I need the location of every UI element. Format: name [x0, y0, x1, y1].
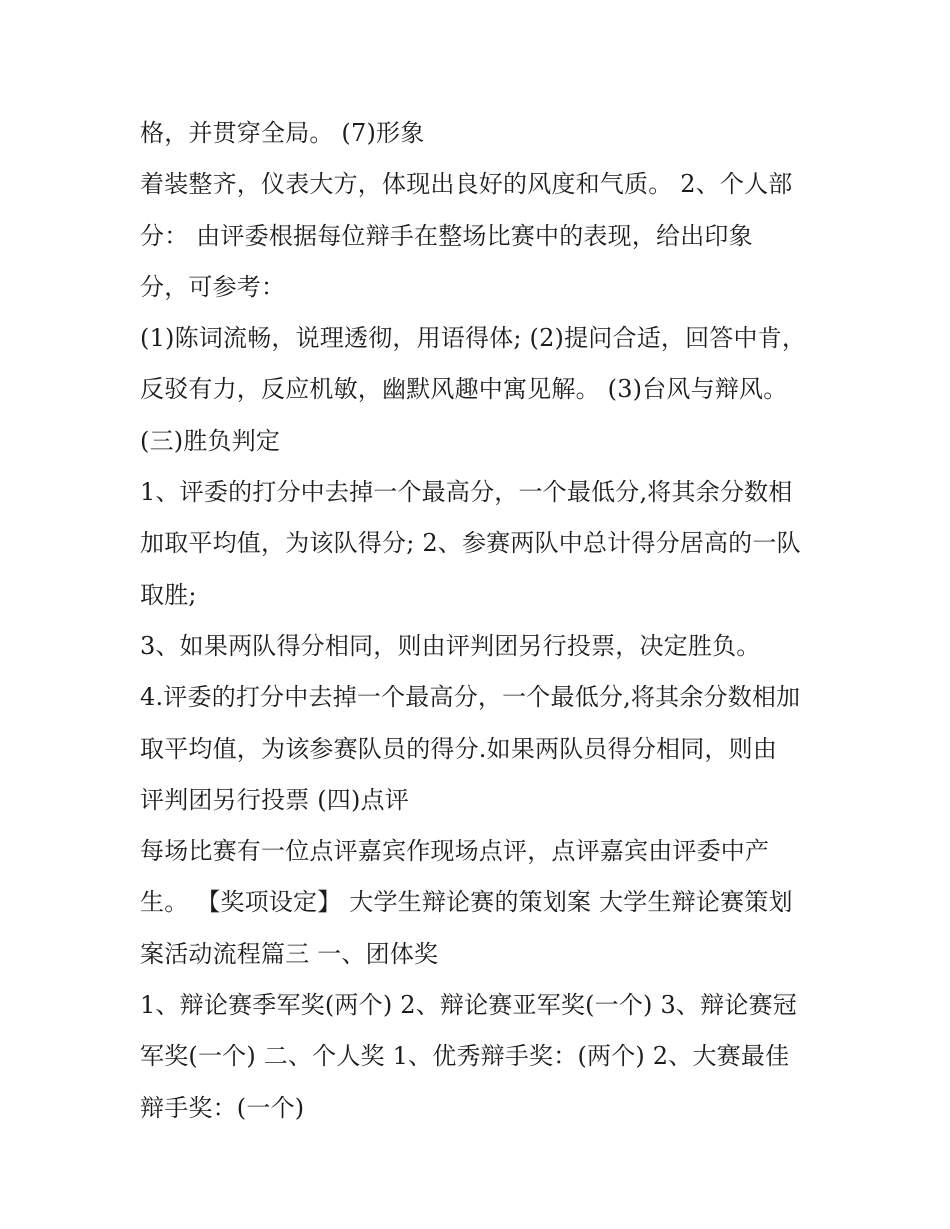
text-line: 分： 由评委根据每位辩手在整场比赛中的表现，给出印象: [140, 221, 753, 250]
text-line: 取平均值，为该参赛队员的得分.如果两队员得分相同，则由: [140, 734, 778, 763]
text-line: (1)陈词流畅，说理透彻，用语得体; (2)提问合适，回答中肯，: [140, 324, 807, 353]
text-line: 辩手奖：(一个): [140, 1093, 305, 1122]
text-line: 1、辩论赛季军奖(两个) 2、辩论赛亚军奖(一个) 3、辩论赛冠: [140, 991, 797, 1020]
document-body: [140, 108, 830, 1134]
text-line: 4.评委的打分中去掉一个最高分，一个最低分,将其余分数相加: [140, 683, 801, 712]
text-line: 生。 【奖项设定】 大学生辩论赛的策划案 大学生辩论赛策划: [140, 888, 793, 917]
text-line: 评判团另行投票 (四)点评: [140, 785, 409, 814]
text-line: 格，并贯穿全局。 (7)形象: [140, 119, 425, 147]
text-line: 反驳有力，反应机敏，幽默风趣中寓见解。 (3)台风与辩风。: [140, 375, 788, 404]
text-line: 取胜;: [140, 580, 197, 609]
text-line: 加取平均值，为该队得分; 2、参赛两队中总计得分居高的一队: [140, 529, 801, 558]
text-line: 着装整齐，仪表大方，体现出良好的风度和气质。 2、个人部: [140, 170, 793, 199]
text-line: 每场比赛有一位点评嘉宾作现场点评，点评嘉宾由评委中产: [140, 837, 770, 866]
text-line: 军奖(一个) 二、个人奖 1、优秀辩手奖：(两个) 2、大赛最佳: [140, 1042, 790, 1071]
text-line: 1、评委的打分中去掉一个最高分，一个最低分,将其余分数相: [140, 478, 793, 507]
section-heading: (三)胜负判定: [140, 426, 281, 455]
text-line: 3、如果两队得分相同，则由评判团另行投票，决定胜负。: [140, 631, 761, 660]
text-line: 案活动流程篇三 一、团体奖: [140, 939, 439, 968]
text-line: 分，可参考：: [140, 272, 286, 301]
